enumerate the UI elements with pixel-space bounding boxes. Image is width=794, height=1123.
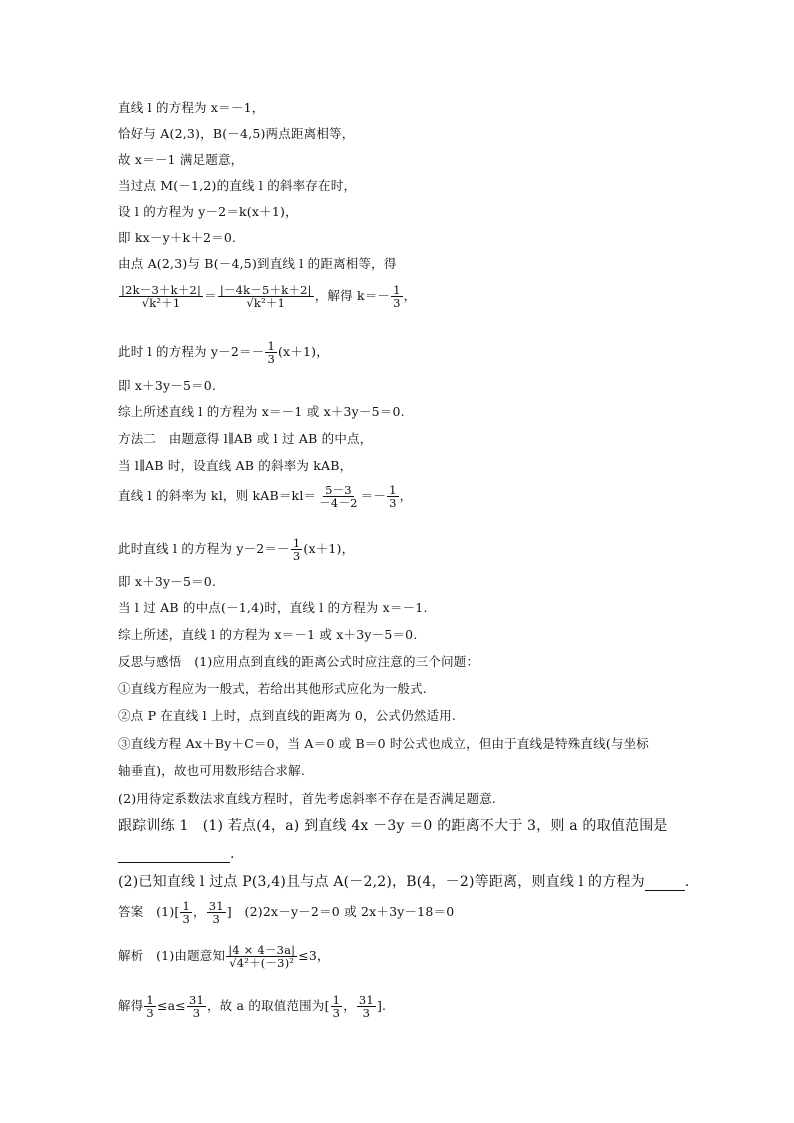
training-answer-blank-line: . [118, 846, 235, 863]
text-line: 方法二 由题意得 l∥AB 或 l 过 AB 的中点， [118, 431, 373, 446]
text-line: ②点 P 在直线 l 上时，点到直线的距离为 0，公式仍然适用. [118, 708, 457, 723]
text-line: 由点 A(2,3)与 B(－4,5)到直线 l 的距离相等，得 [118, 256, 397, 271]
equation-distance: $\frac{|2k-3+k+2|}{\text{√k²＋1}}$ ＝ $\frac{|-4k-5+k+2|}{\text{√k²＋1}}$ ，解得 k＝－ $\frac{1}{3}$ ， [121, 283, 417, 311]
fraction: $\frac{1}{3}$ [292, 536, 301, 564]
text-line: 设 l 的方程为 y－2＝k(x＋1)， [118, 204, 298, 219]
fraction: $\frac{31}{3}$ [208, 899, 224, 927]
fraction: $\frac{1}{3}$ [393, 283, 401, 311]
text-line: (2)用待定系数法求直线方程时，首先考虑斜率不存在是否满足题意. [118, 791, 497, 806]
text-line: 即 kx－y＋k＋2＝0. [118, 230, 237, 245]
text-line: ①直线方程应为一般式，若给出其他形式应化为一般式. [118, 681, 427, 696]
fraction: $\frac{31}{3}$ [188, 993, 204, 1021]
training-question-1: 跟踪训练 1 (1) 若点(4，a) 到直线 4x －3y ＝0 的距离不大于 3，则 a 的取值范围是 [118, 818, 668, 834]
fraction: $\frac{1}{3}$ [267, 339, 275, 367]
text-line: 即 x＋3y－5＝0. [118, 574, 217, 589]
fraction: $\frac{|-4k-5+k+2|}{\text{√k²＋1}}$ [219, 283, 312, 311]
text-line: 直线 l 的方程为 x＝－1， [118, 100, 265, 115]
text-line: 故 x＝－1 满足题意， [118, 152, 244, 167]
training-question-2: (2)已知直线 l 过点 P(3,4)且与点 A(－2,2)，B(4，－2)等距离，则直线 l 的方程为 . [118, 874, 690, 890]
equation-line: 此时 l 的方程为 y－2＝－ $\frac{1}{3}$ (x＋1)， [118, 339, 329, 367]
text-line: 综上所述直线 l 的方程为 x＝－1 或 x＋3y－5＝0. [118, 404, 405, 419]
answer-blank [118, 846, 230, 863]
fraction: $\frac{|2k-3+k+2|}{\text{√k²＋1}}$ [121, 283, 202, 311]
text-line: 综上所述，直线 l 的方程为 x＝－1 或 x＋3y－5＝0. [118, 627, 418, 642]
solution-line: 解得 $\frac{1}{3}$ ≤a≤ $\frac{31}{3}$ ，故 a 的取值范围为[ $\frac{1}{3}$ ， $\frac{31}{3}$ ]. [118, 993, 387, 1021]
fraction: $\frac{1}{3}$ [332, 993, 341, 1021]
fraction: $\frac{1}{3}$ [146, 993, 154, 1021]
text-line: 当 l∥AB 时，设直线 AB 的斜率为 kAB， [118, 458, 353, 473]
analysis-line: 解析 (1)由题意知 $\frac{|4 \times 4-3a|}{\text{√4²＋(－3)²}}$ ≤3， [118, 943, 330, 971]
text-line: 当 l 过 AB 的中点(－1,4)时，直线 l 的方程为 x＝－1. [118, 600, 428, 615]
text-line: 恰好与 A(2,3)，B(－4,5)两点距离相等， [118, 126, 355, 141]
fraction: $\frac{|4 \times 4-3a|}{\text{√4²＋(－3)²}}$ [228, 943, 296, 971]
text-line: ③直线方程 Ax＋By＋C＝0，当 A＝0 或 B＝0 时公式也成立，但由于直线是特殊直线(与坐标 [118, 736, 650, 751]
answer-line: 答案 (1)[ $\frac{1}{3}$ ， $\frac{31}{3}$ ] (2)2x－y－2＝0 或 2x＋3y－18＝0 [118, 899, 455, 927]
fraction: $\frac{5-3}{-4-2}$ [319, 483, 358, 511]
answer-blank [645, 874, 685, 891]
fraction: $\frac{1}{3}$ [389, 483, 397, 511]
text-line: 当过点 M(－1,2)的直线 l 的斜率存在时， [118, 178, 357, 193]
fraction: $\frac{31}{3}$ [358, 993, 374, 1021]
fraction: $\frac{1}{3}$ [182, 899, 191, 927]
text-line: 即 x＋3y－5＝0. [118, 378, 217, 393]
reflection-heading: 反思与感悟 (1)应用点到直线的距离公式时应注意的三个问题： [118, 654, 480, 669]
text-line: 轴垂直)，故也可用数形结合求解. [118, 763, 306, 778]
equation-line: 此时直线 l 的方程为 y－2＝－ $\frac{1}{3}$ (x＋1)， [118, 536, 355, 564]
equation-slope: 直线 l 的斜率为 kl，则 kAB＝kl＝ $\frac{5-3}{-4-2}$ ＝－ $\frac{1}{3}$ ， [118, 483, 413, 511]
